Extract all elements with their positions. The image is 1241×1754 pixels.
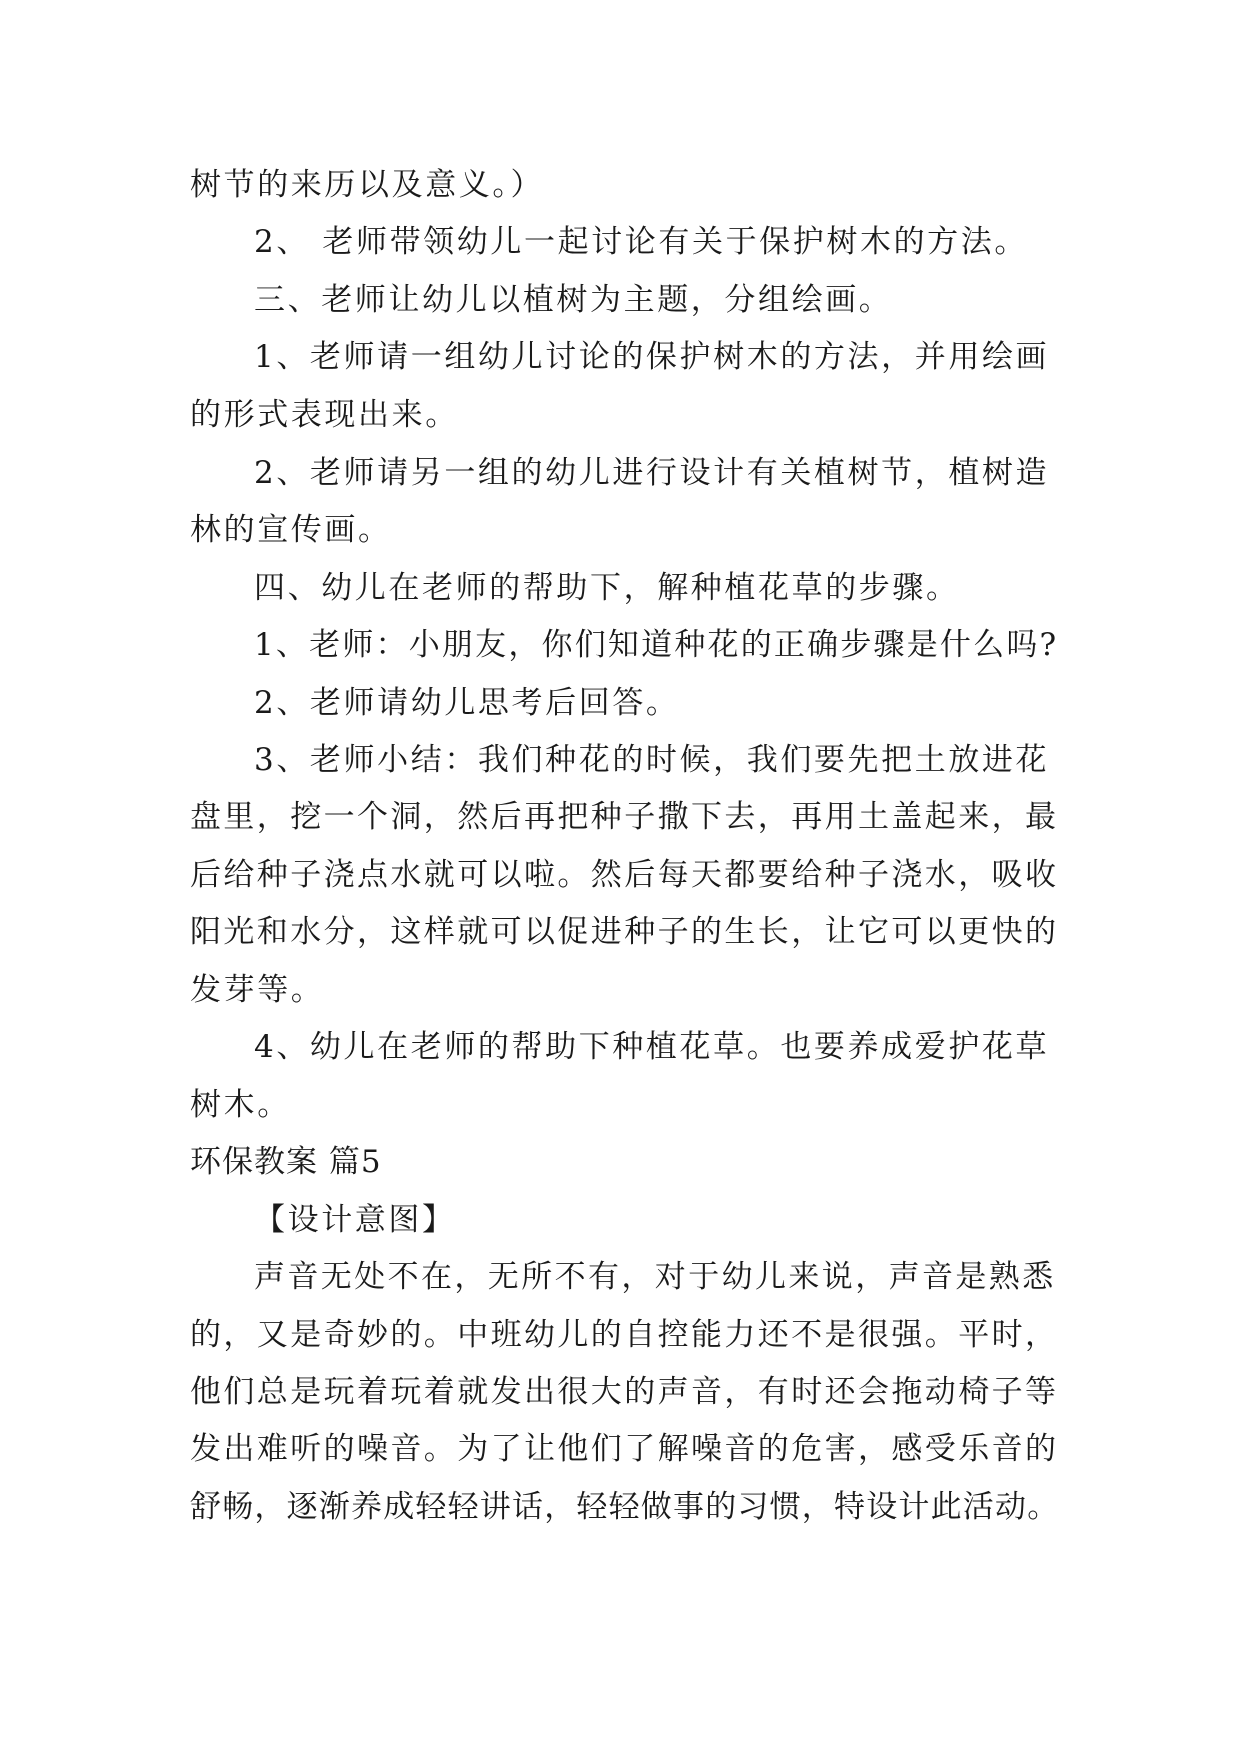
text-line: 林的宣传画。 (190, 512, 392, 548)
text-line: 4、幼儿在老师的帮助下种植花草。也要养成爱护花草 (254, 1029, 1050, 1065)
text-line: 2、老师请幼儿思考后回答。 (254, 685, 680, 721)
text-line: 的，又是奇妙的。中班幼儿的自控能力还不是很强。平时， (190, 1317, 1059, 1353)
text-line: 3、老师小结：我们种花的时候，我们要先把土放进花 (254, 742, 1050, 778)
text-line: 树节的来历以及意义。） (190, 167, 545, 203)
section-subheading: 【设计意图】 (254, 1202, 456, 1238)
text-line: 三、老师让幼儿以植树为主题，分组绘画。 (254, 282, 893, 318)
text-line: 舒畅，逐渐养成轻轻讲话，轻轻做事的习惯，特设计此活动。 (190, 1489, 1060, 1525)
text-line: 2、老师请另一组的幼儿进行设计有关植树节，植树造 (254, 455, 1050, 491)
text-line: 后给种子浇点水就可以啦。然后每天都要给种子浇水，吸收 (190, 857, 1059, 893)
text-line: 2、 老师带领幼儿一起讨论有关于保护树木的方法。 (254, 224, 1028, 260)
text-line: 的形式表现出来。 (190, 397, 459, 433)
section-heading: 环保教案 篇5 (190, 1144, 382, 1180)
text-line: 1、老师请一组幼儿讨论的保护树木的方法，并用绘画 (254, 339, 1050, 375)
text-line: 声音无处不在，无所不有，对于幼儿来说，声音是熟悉 (254, 1259, 1056, 1295)
text-line: 盘里，挖一个洞，然后再把种子撒下去，再用土盖起来，最 (190, 799, 1059, 835)
text-line: 1、老师：小朋友，你们知道种花的正确步骤是什么吗? (254, 627, 1059, 663)
text-line: 发芽等。 (190, 972, 325, 1008)
text-line: 他们总是玩着玩着就发出很大的声音，有时还会拖动椅子等 (190, 1374, 1059, 1410)
text-line: 发出难听的噪音。为了让他们了解噪音的危害，感受乐音的 (190, 1431, 1059, 1467)
text-line: 阳光和水分，这样就可以促进种子的生长，让它可以更快的 (190, 914, 1059, 950)
text-line: 四、幼儿在老师的帮助下，解种植花草的步骤。 (254, 570, 960, 606)
text-line: 树木。 (190, 1087, 291, 1123)
